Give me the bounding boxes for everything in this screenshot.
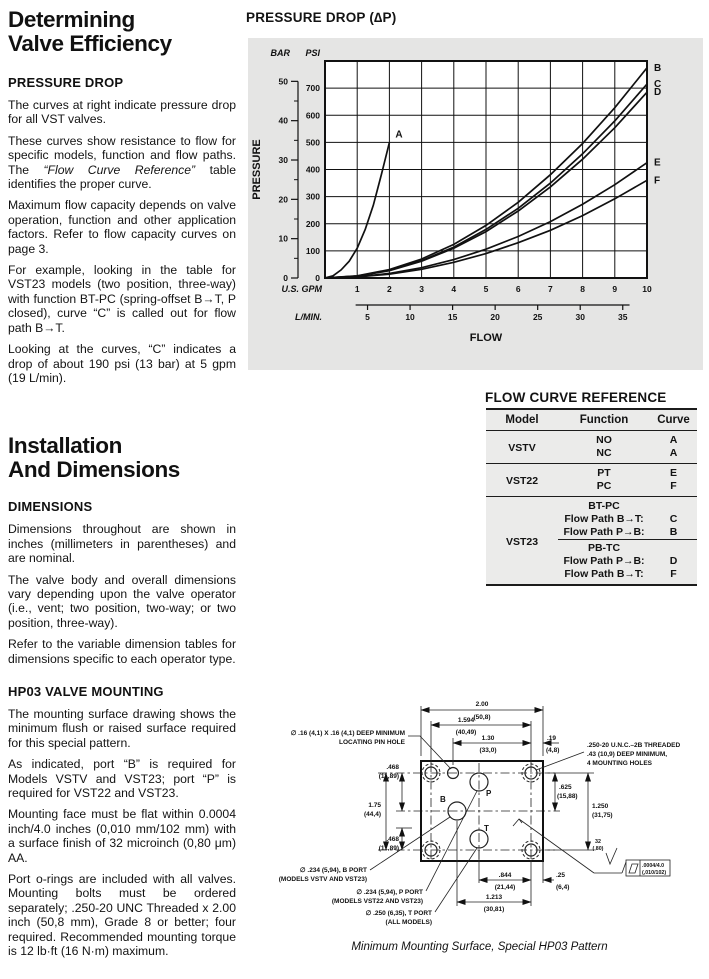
svg-text:(,80): (,80) [592, 846, 604, 852]
svg-text:600: 600 [305, 110, 320, 121]
svg-text:700: 700 [305, 83, 320, 94]
svg-text:15: 15 [447, 312, 458, 322]
b-port-label: B [440, 795, 446, 804]
curve-label-F: F [654, 175, 661, 187]
table-row: Flow Path P→B: D [563, 555, 678, 567]
svg-text:PRESSURE: PRESSURE [251, 139, 263, 200]
left-text-column [8, 8, 236, 958]
col-header-curve: Curve [650, 409, 697, 431]
svg-text:(33,0): (33,0) [479, 747, 497, 754]
svg-text:(44,4): (44,4) [364, 811, 381, 818]
curve-label-E: E [654, 157, 661, 169]
dim-1.30: 1.30 [481, 735, 495, 742]
t-port-label: T [484, 824, 489, 833]
table-heading: FLOW CURVE REFERENCE [485, 390, 667, 405]
t-port-callout: ∅ .250 (6,35), T PORT [365, 910, 432, 917]
table-row: VSTV NO A [486, 431, 697, 448]
svg-text:25: 25 [532, 312, 543, 322]
svg-text:PSI: PSI [305, 48, 320, 58]
curve-label-B: B [654, 62, 662, 74]
svg-text:(,010/102): (,010/102) [642, 870, 667, 876]
svg-text:40: 40 [278, 115, 288, 126]
svg-text:30: 30 [575, 312, 585, 322]
section-title-installation: Installation And Dimensions [8, 433, 180, 483]
svg-text:30: 30 [278, 155, 288, 166]
mounting-holes [422, 764, 540, 859]
svg-text:0: 0 [315, 273, 320, 283]
table-row: PC F [596, 480, 677, 492]
curve-label-D: D [654, 87, 662, 99]
svg-text:400: 400 [305, 164, 320, 175]
svg-text:(ALL MODELS): (ALL MODELS) [385, 919, 432, 926]
section-heading-hp03-mounting: HP03 VALVE MOUNTING [8, 683, 164, 699]
b-port-callout: ∅ .234 (5,94), B PORT [299, 867, 367, 874]
svg-text:0: 0 [283, 273, 288, 283]
model-cell: VSTV [508, 442, 536, 454]
dim-1.594: 1.594 [457, 717, 475, 724]
svg-text:2: 2 [387, 284, 392, 294]
svg-text:(15,88): (15,88) [557, 793, 578, 800]
curve-label-A: A [395, 129, 403, 141]
svg-text:100: 100 [305, 245, 320, 256]
paragraph: These curves show resistance to flow for specific models, function and flow paths. The “Flow Curve Reference” table identifies the proper curve. [8, 133, 236, 192]
dim-1.250: 1.250 [592, 803, 609, 810]
flatness-symbol [629, 864, 638, 873]
svg-text:50: 50 [278, 76, 288, 87]
flow-curve-reference-table [486, 408, 697, 586]
svg-text:(21,44): (21,44) [494, 884, 516, 891]
svg-text:10: 10 [278, 233, 288, 244]
svg-text:20: 20 [490, 312, 500, 322]
p-port-label: P [486, 789, 492, 798]
section-heading-dimensions: DIMENSIONS [8, 499, 93, 515]
table-row: Flow Path B→T: C [564, 513, 678, 525]
mounting-holes-callout: .250-20 U.N.C.–2B THREADED [587, 742, 681, 749]
paragraph: For example, looking in the table for VST23 models (two position, three-way) with function BT-PC (spring-offset B→T, P closed), curve “C” is called out for flow path B→T. [8, 263, 236, 335]
paragraph: Port o-rings are included with all valves. Mounting bolts must be ordered separately; .250-20 UNC Threaded x 2.00 inch (50,8 mm), Grade 8 or better; four required. Recommended mounting torque is 12 lb·ft (16 N·m) maximum. [8, 872, 236, 959]
table-row [486, 497, 697, 514]
svg-text:6: 6 [515, 284, 521, 294]
drawing-caption: Minimum Mounting Surface, Special HP03 Pattern [351, 941, 608, 953]
svg-text:(MODELS VST22 AND VST23): (MODELS VST22 AND VST23) [331, 898, 423, 905]
svg-text:4 MOUNTING HOLES: 4 MOUNTING HOLES [587, 760, 653, 767]
svg-text:7: 7 [548, 284, 553, 294]
svg-text:(4,8): (4,8) [546, 747, 560, 754]
table-row: VST22 PT E [486, 464, 697, 481]
col-header-model: Model [486, 409, 558, 431]
paragraph: Maximum flow capacity depends on valve operation, function and other application factors. Refer to flow capacity curves on page 3. [8, 198, 236, 256]
svg-text:3: 3 [419, 284, 424, 294]
svg-text:LOCATING PIN HOLE: LOCATING PIN HOLE [339, 739, 405, 746]
svg-text:(31,75): (31,75) [592, 812, 613, 819]
subgroup-name: BT-PC [558, 497, 650, 514]
dim-.625: .625 [559, 784, 572, 791]
svg-text:8: 8 [580, 284, 585, 294]
p-port-callout: ∅ .234 (5,94), P PORT [356, 889, 423, 896]
dim-1.213: 1.213 [485, 894, 503, 901]
dim-.19: .19 [547, 735, 557, 742]
svg-text:500: 500 [305, 137, 320, 148]
svg-text:(MODELS VSTV AND VST23): (MODELS VSTV AND VST23) [278, 876, 367, 883]
svg-text:L/MIN.: L/MIN. [295, 312, 322, 322]
svg-text:BAR: BAR [270, 48, 290, 58]
paragraph: Refer to the variable dimension tables for dimensions specific to each operator type. [8, 637, 236, 666]
paragraph: As indicated, port “B” is required for Models VSTV and VST23; port “P” is required for VST22 and VST23. [8, 757, 236, 800]
svg-text:(40,49): (40,49) [455, 729, 477, 736]
italic-reference: “Flow Curve Reference” [43, 162, 196, 177]
svg-text:(50,8): (50,8) [473, 714, 491, 721]
page-title-line2: Valve Efficiency [8, 31, 172, 56]
svg-text:5: 5 [483, 284, 489, 294]
pressure-drop-chart-svg [248, 38, 703, 370]
model-cell: VST23 [486, 497, 558, 586]
svg-text:U.S. GPM: U.S. GPM [281, 284, 322, 294]
paragraph: Mounting face must be flat within 0.0004 inch/4.0 inches (0,010 mm/102 mm) with a surface finish of 32 microinch (0,80 μm) AA. [8, 807, 236, 865]
paragraph: The curves at right indicate pressure drop for all VST valves. [8, 98, 236, 127]
svg-text:9: 9 [612, 284, 618, 294]
paragraph: The mounting surface drawing shows the minimum flush or raised surface required for this special pattern. [8, 706, 236, 750]
svg-text:20: 20 [278, 194, 288, 205]
model-cell: VST22 [486, 464, 558, 497]
svg-text:4: 4 [451, 284, 457, 294]
dim-.25: .25 [556, 872, 566, 879]
col-header-function: Function [558, 409, 650, 431]
paragraph: Dimensions throughout are shown in inches (millimeters in parentheses) and are nominal. [8, 522, 236, 566]
section-heading-pressure-drop: PRESSURE DROP [8, 75, 124, 90]
chart-heading: PRESSURE DROP (∆P) [246, 10, 397, 25]
svg-text:200: 200 [305, 218, 320, 229]
svg-text:10: 10 [642, 284, 652, 294]
svg-text:35: 35 [618, 312, 628, 322]
paragraph: The valve body and overall dimensions vary depending upon the valve operator (i.e., vent; two position, two-way; or two position, three-way). [8, 572, 236, 630]
page-title-line1: Determining [8, 7, 135, 32]
svg-text:5: 5 [365, 312, 370, 322]
dim-.468-top: .468 [386, 764, 399, 771]
table-header-row [486, 409, 697, 431]
dim-.844: .844 [498, 872, 512, 879]
flatness-callout-box [626, 860, 670, 876]
table-row: Flow Path B→T: F [564, 568, 677, 580]
paragraph: Looking at the curves, “C” indicates a drop of about 190 psi (13 bar) at 5 gpm (19 L/min). [8, 342, 236, 385]
dim-2.00: 2.00 [475, 701, 489, 708]
pin-hole-callout: ∅ .16 (4,1) X .16 (4,1) DEEP MINIMUM [290, 730, 405, 737]
svg-text:(30,81): (30,81) [483, 906, 505, 913]
callout-labels [279, 729, 681, 926]
flatness-value: .0004/4.0 [642, 863, 665, 869]
svg-text:300: 300 [305, 191, 320, 202]
svg-text:.43 (10,9) DEEP MINIMUM,: .43 (10,9) DEEP MINIMUM, [587, 751, 668, 758]
dim-.468-bottom: .468 [386, 836, 399, 843]
svg-text:10: 10 [405, 312, 415, 322]
pressure-drop-chart [248, 38, 703, 370]
svg-text:(6,4): (6,4) [556, 884, 570, 891]
surface-finish-value: 32 [595, 839, 601, 845]
svg-text:(11,89): (11,89) [378, 845, 399, 852]
svg-text:FLOW: FLOW [469, 332, 503, 344]
table-row: NC A [596, 447, 678, 459]
svg-text:1: 1 [354, 284, 360, 294]
table-row: Flow Path P→B: B [563, 526, 678, 538]
svg-text:(11,89): (11,89) [378, 773, 399, 780]
mounting-surface-drawing [250, 690, 709, 940]
subgroup-name: PB-TC [558, 540, 650, 556]
dim-1.75: 1.75 [368, 802, 381, 809]
curve-label-C: C [654, 79, 662, 91]
